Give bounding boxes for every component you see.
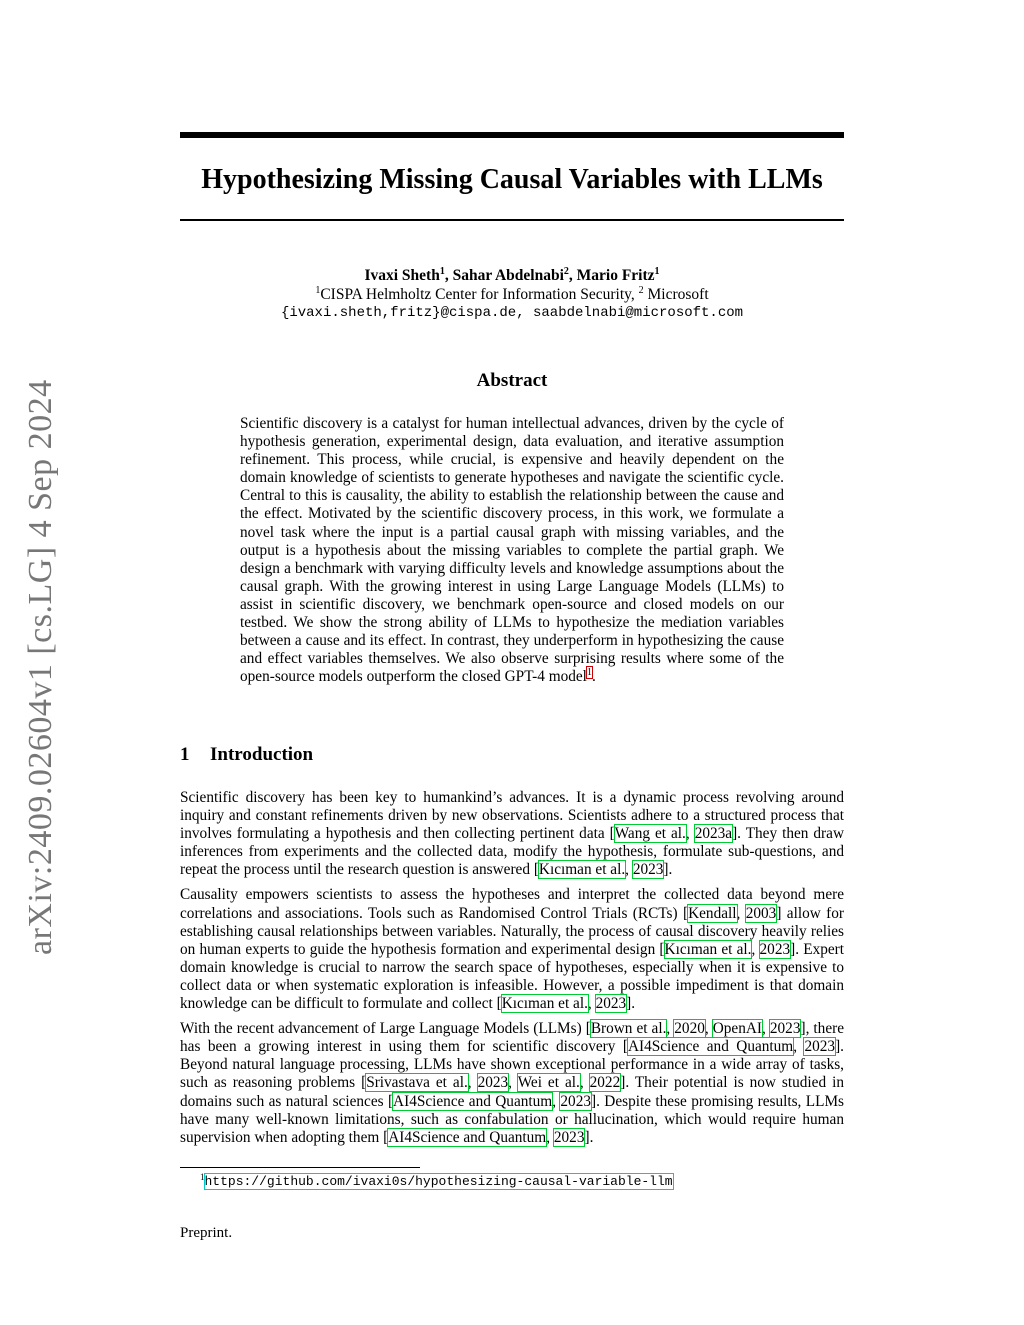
author-emails: {ivaxi.sheth,fritz}@cispa.de, saabdelnabi@microsoft.com (280, 305, 744, 321)
citation-link[interactable]: AI4Science and Quantum (388, 1128, 547, 1146)
affiliation-2: Microsoft (647, 286, 709, 303)
citation-link[interactable]: 2020 (674, 1020, 705, 1038)
affiliations: $^1$CISPA Helmholtz Center for Information Security, $^2$ Microsoft (315, 284, 709, 303)
paragraph: With the recent advancement of Large Language Models (LLMs) [Brown et al., 2020, OpenAI, 2023], there has been a growing interest in using them for scientific discovery [AI4Science and Quantum, 2023]. Beyond natural language processing, LLMs have shown exceptional performance in a wide array of tasks, such as reasoning problems [Srivastava et al., 2023, Wei et al., 2022]. Their potential is now studied in domains such as natural sciences [AI4Science and Quantum, 2023]. Despite these promising results, LLMs have many well-known limitations, such as confabulation or hallucination, which would require human supervision when adopting them [AI4Science and Quantum, 2023]. (180, 1020, 844, 1146)
citation-link[interactable]: Wei et al. (517, 1074, 580, 1092)
citation-link[interactable]: 2023 (560, 1092, 591, 1110)
citation-link[interactable]: 2023 (804, 1038, 836, 1056)
citation-link[interactable]: 2023 (595, 995, 627, 1013)
citation-link[interactable]: Kıcıman et al. (538, 861, 626, 879)
citation-link[interactable]: Brown et al. (590, 1020, 667, 1038)
citation-link[interactable]: 2023a (694, 825, 733, 843)
footnote-mark: 1 (200, 1172, 205, 1182)
citation-link[interactable]: 2022 (589, 1074, 621, 1092)
citation-link[interactable]: Wang et al. (614, 825, 686, 843)
citation-link[interactable]: OpenAI (712, 1020, 763, 1038)
author-3-affil: 1 (654, 265, 660, 277)
title-rule-bottom (180, 219, 844, 221)
footnote (200, 1172, 673, 1189)
author-1-affil: 1 (439, 265, 445, 277)
citation-link[interactable]: Kıcıman et al. (501, 995, 588, 1013)
abstract-heading: Abstract (476, 370, 548, 391)
title-rule-top (180, 132, 844, 138)
section-title: Introduction (210, 744, 314, 765)
footnote-rule (180, 1167, 420, 1168)
introduction-body (180, 789, 844, 1154)
footnote-link[interactable]: 1 (586, 667, 592, 679)
arxiv-stamp: arXiv:2409.02604v1 [cs.LG] 4 Sep 2024 (22, 379, 59, 955)
citation-link[interactable]: Kıcıman et al. (664, 940, 752, 958)
citation-link[interactable]: 2023 (759, 940, 791, 958)
citation-link[interactable]: Srivastava et al. (366, 1074, 468, 1092)
paragraph: Scientific discovery has been key to humankind’s advances. It is a dynamic process revolving around inquiry and constant refinements driven by new observations. Scientists adhere to a structured process that involves formulating a hypothesis and then collecting pertinent data [Wang et al., 2023a]. They then draw inferences from experiments and the collected data, modify the hypothesis, formulate sub-questions, and repeat the process until the research question is answered [Kıcıman et al., 2023]. (180, 789, 844, 879)
citation-link[interactable]: 2023 (769, 1020, 801, 1038)
author-1: Ivaxi Sheth (364, 267, 440, 284)
author-3: Mario Fritz (576, 267, 655, 284)
citation-link[interactable]: 2023 (632, 861, 664, 879)
affiliation-1: CISPA Helmholtz Center for Information Security, (320, 286, 635, 303)
author-names: Ivaxi Sheth$^1$, Sahar Abdelnabi$^2$, Mario Fritz$^1$ (364, 265, 660, 284)
section-number: 1 (180, 744, 190, 765)
abstract-text: Scientific discovery is a catalyst for human intellectual advances, driven by the cycle of hypothesis generation, experimental design, data evaluation, and iterative assumption refinement. This process, while crucial, is expensive and heavily dependent on the domain knowledge of scientists to generate hypotheses and navigate the scientific cycle. Central to this is causality, the ability to establish the relationship between the cause and the effect. Motivated by the scientific discovery process, in this work, we formulate a novel task where the input is a partial causal graph with missing variables, and the output is a hypothesis about the missing variables to complete the partial graph. We design a benchmark with varying difficulty levels and knowledge assumptions about the causal graph. With the growing interest in using Large Language Models (LLMs) to assist in scientific discovery, we benchmark open-source and closed models on our testbed. We show the strong ability of LLMs to hypothesize the mediation variables between a cause and its effect. In contrast, they underperform in hypothesizing the cause and effect variables themselves. We also observe surprising results where some of the open-source models outperform the closed GPT-4 model$^1$. (240, 415, 784, 686)
citation-link[interactable]: AI4Science and Quantum (393, 1092, 553, 1110)
github-link[interactable]: https://github.com/ivaxi0s/hypothesizing-causal-variable-llm (204, 1174, 673, 1190)
author-2-affil: 2 (563, 265, 569, 277)
citation-link[interactable]: Kendall (688, 904, 737, 922)
section-heading-introduction (180, 744, 313, 766)
citation-link[interactable]: 2023 (477, 1074, 509, 1092)
paragraph: Causality empowers scientists to assess the hypotheses and interpret the collected data beyond mere correlations and associations. Tools such as Randomised Control Trials (RCTs) [Kendall, 2003] allow for establishing causal relationships between variables. Naturally, the process of causal discovery heavily relies on human experts to guide the hypothesis formation and experimental design [Kıcıman et al., 2023]. Expert domain knowledge is crucial to narrow the search space of hypotheses, especially when it is expensive to collect data or when systematic exploration is infeasible. However, a possible impediment is that domain knowledge can be difficult to formulate and collect [Kıcıman et al., 2023]. (180, 886, 844, 1013)
paper-title: Hypothesizing Missing Causal Variables with LLMs (201, 164, 823, 195)
citation-link[interactable]: 2023 (553, 1128, 585, 1146)
author-2: Sahar Abdelnabi (452, 267, 564, 284)
preprint-label: Preprint. (180, 1225, 233, 1241)
citation-link[interactable]: AI4Science and Quantum (627, 1038, 794, 1056)
author-block (180, 266, 844, 323)
citation-link[interactable]: 2003 (745, 904, 777, 922)
